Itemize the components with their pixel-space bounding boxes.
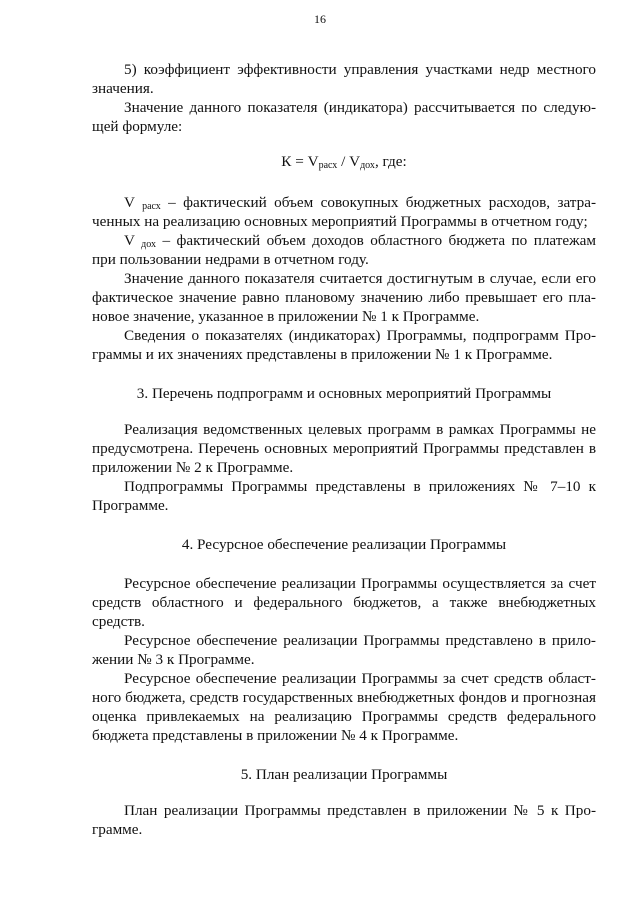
- section3-paragraph: Реализация ведомственных целевых программ в рамках Программы не предусмотрена. Перечень основных мероприятий Программы представлен в приложении № 2 к Программе.: [92, 421, 596, 476]
- section4-paragraph: Ресурсное обеспечение реализации Программы осуществляется за счет средств областного и федерального бюджетов, а также внебюджетных средств.: [92, 575, 596, 630]
- definition-subscript: расх: [142, 201, 161, 212]
- paragraph-item5: 5) коэффициент эффективности управления участками недр местного значения.: [92, 61, 596, 97]
- page-body: [92, 60, 596, 839]
- definition-symbol: V: [124, 232, 135, 249]
- definition-text: – фактический объем совокупных бюджетных расходов, затра-ченных на реализацию основных мероприятий Программы в отчетном году;: [92, 194, 597, 230]
- section5-paragraph: План реализации Программы представлен в приложении № 5 к Про-грамме.: [92, 802, 596, 838]
- definition-text: – фактический объем доходов областного бюджета по платежам при пользовании недрами в отчетном году.: [92, 232, 597, 268]
- page-number: 16: [314, 12, 326, 26]
- definition-symbol: V: [124, 194, 135, 211]
- formula-tail: , где:: [374, 153, 407, 170]
- definition-v-doh: [92, 231, 596, 269]
- section4-paragraph: Ресурсное обеспечение реализации Программы представлено в прило-жении № 3 к Программе.: [92, 632, 596, 668]
- paragraph-formula-intro: Значение данного показателя (индикатора) рассчитывается по следую-щей формуле:: [92, 99, 596, 135]
- formula-slash: / V: [337, 153, 361, 170]
- definition-subscript: дох: [141, 239, 156, 250]
- paragraph-indicator-info: Сведения о показателях (индикаторах) Программы, подпрограмм Про-граммы и их значениях представлены в приложении № 1 к Программе.: [92, 327, 596, 363]
- section5-heading: 5. План реализации Программы: [240, 766, 448, 783]
- formula-sub-rash: расх: [318, 160, 338, 171]
- formula-k: К = V: [281, 153, 319, 170]
- section4-heading: 4. Ресурсное обеспечение реализации Программы: [181, 536, 507, 553]
- definition-v-rash: [92, 193, 596, 231]
- formula: [92, 152, 596, 171]
- paragraph-indicator-achieved: Значение данного показателя считается достигнутым в случае, если его фактическое значение равно плановому значению либо превышает его пла-новое значение, указанное в приложении № 1 к Программе.: [92, 270, 596, 325]
- section3-heading: 3. Перечень подпрограмм и основных мероприятий Программы: [136, 385, 552, 402]
- section3-paragraph: Подпрограммы Программы представлены в приложениях № 7–10 к Программе.: [92, 478, 596, 514]
- formula-sub-doh: дох: [360, 160, 375, 171]
- section4-paragraph: Ресурсное обеспечение реализации Программы за счет средств област-ного бюджета, средств государственных внебюджетных фондов и прогнозная оценка привлекаемых на реализацию Программы средств федерального бюджета представлены в приложении № 4 к Программе.: [92, 670, 596, 744]
